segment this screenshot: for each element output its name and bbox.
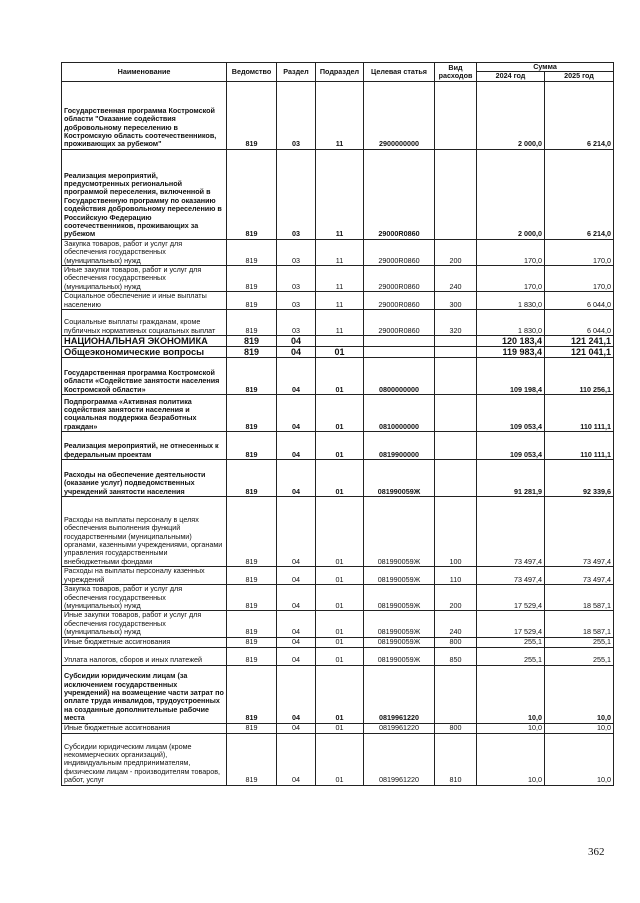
cell-2025: 255,1 bbox=[545, 647, 614, 665]
cell-2024: 170,0 bbox=[477, 266, 545, 292]
cell-name: Уплата налогов, сборов и иных платежей bbox=[62, 647, 227, 665]
cell-podrazdel: 01 bbox=[316, 395, 364, 432]
cell-razdel: 03 bbox=[277, 81, 316, 149]
cell-vedomstvo: 819 bbox=[227, 239, 277, 265]
cell-podrazdel: 11 bbox=[316, 239, 364, 265]
budget-table-container bbox=[61, 62, 613, 786]
cell-2024: 17 529,4 bbox=[477, 585, 545, 611]
cell-vid: 110 bbox=[435, 567, 477, 585]
cell-razdel: 04 bbox=[277, 647, 316, 665]
cell-razdel: 04 bbox=[277, 432, 316, 460]
cell-2024: 109 198,4 bbox=[477, 358, 545, 395]
cell-2024: 255,1 bbox=[477, 637, 545, 647]
cell-vedomstvo: 819 bbox=[227, 647, 277, 665]
cell-2024: 119 983,4 bbox=[477, 347, 545, 358]
cell-2025: 10,0 bbox=[545, 723, 614, 733]
cell-vid: 810 bbox=[435, 733, 477, 785]
cell-name: Иные закупки товаров, работ и услуг для обеспечения государственных (муниципальных) нужд bbox=[62, 611, 227, 637]
table-row bbox=[62, 149, 614, 239]
cell-vedomstvo: 819 bbox=[227, 358, 277, 395]
cell-vedomstvo: 819 bbox=[227, 347, 277, 358]
cell-podrazdel: 01 bbox=[316, 733, 364, 785]
cell-razdel: 04 bbox=[277, 733, 316, 785]
cell-vedomstvo: 819 bbox=[227, 310, 277, 336]
cell-razdel: 04 bbox=[277, 336, 316, 347]
cell-vedomstvo: 819 bbox=[227, 149, 277, 239]
header-podrazdel: Подраздел bbox=[316, 63, 364, 82]
cell-statya: 0819961220 bbox=[364, 665, 435, 723]
table-row bbox=[62, 585, 614, 611]
page-number: 362 bbox=[588, 846, 605, 858]
cell-name: Реализация мероприятий, предусмотренных региональной программой переселения, включенной в Государственную программу по оказанию содействия добровольному переселению в Российскую Федерацию соотечественников, проживающих за рубежом bbox=[62, 149, 227, 239]
cell-vid bbox=[435, 347, 477, 358]
table-row bbox=[62, 347, 614, 358]
cell-vedomstvo: 819 bbox=[227, 81, 277, 149]
cell-razdel: 03 bbox=[277, 310, 316, 336]
header-statya: Целевая статья bbox=[364, 63, 435, 82]
cell-name: Социальное обеспечение и иные выплаты населению bbox=[62, 292, 227, 310]
cell-2024: 10,0 bbox=[477, 733, 545, 785]
cell-podrazdel: 01 bbox=[316, 358, 364, 395]
cell-2025: 6 044,0 bbox=[545, 310, 614, 336]
cell-statya: 0819961220 bbox=[364, 733, 435, 785]
cell-statya bbox=[364, 336, 435, 347]
table-header bbox=[62, 63, 614, 82]
cell-razdel: 04 bbox=[277, 665, 316, 723]
cell-vid bbox=[435, 336, 477, 347]
cell-2024: 73 497,4 bbox=[477, 497, 545, 567]
header-name: Наименование bbox=[62, 63, 227, 82]
cell-razdel: 04 bbox=[277, 497, 316, 567]
cell-statya: 29000R0860 bbox=[364, 310, 435, 336]
cell-name: Государственная программа Костромской области "Оказание содействия добровольному переселению в Костромскую область соотечественников, проживающих за рубежом" bbox=[62, 81, 227, 149]
cell-statya: 081990059Ж bbox=[364, 611, 435, 637]
cell-statya: 081990059Ж bbox=[364, 460, 435, 497]
table-row bbox=[62, 497, 614, 567]
table-row bbox=[62, 637, 614, 647]
cell-name: Государственная программа Костромской области «Содействие занятости населения Костромской области» bbox=[62, 358, 227, 395]
cell-statya: 2900000000 bbox=[364, 81, 435, 149]
cell-name: Иные бюджетные ассигнования bbox=[62, 637, 227, 647]
cell-podrazdel: 01 bbox=[316, 567, 364, 585]
cell-2024: 10,0 bbox=[477, 723, 545, 733]
cell-2024: 91 281,9 bbox=[477, 460, 545, 497]
cell-podrazdel: 01 bbox=[316, 637, 364, 647]
cell-2024: 73 497,4 bbox=[477, 567, 545, 585]
cell-2024: 109 053,4 bbox=[477, 432, 545, 460]
cell-vid: 850 bbox=[435, 647, 477, 665]
cell-name: Субсидии юридическим лицам (кроме некоммерческих организаций), индивидуальным предпринимателям, физическим лицам - производителям товаров, работ, услуг bbox=[62, 733, 227, 785]
table-row bbox=[62, 266, 614, 292]
cell-vedomstvo: 819 bbox=[227, 336, 277, 347]
cell-2024: 1 830,0 bbox=[477, 310, 545, 336]
cell-name: Иные закупки товаров, работ и услуг для обеспечения государственных (муниципальных) нужд bbox=[62, 266, 227, 292]
cell-podrazdel: 11 bbox=[316, 81, 364, 149]
cell-vid: 240 bbox=[435, 611, 477, 637]
cell-name: Закупка товаров, работ и услуг для обеспечения государственных (муниципальных) нужд bbox=[62, 239, 227, 265]
cell-statya: 081990059Ж bbox=[364, 585, 435, 611]
header-vid: Вид расходов bbox=[435, 63, 477, 82]
cell-vedomstvo: 819 bbox=[227, 497, 277, 567]
table-row bbox=[62, 567, 614, 585]
cell-vedomstvo: 819 bbox=[227, 292, 277, 310]
header-vedomstvo: Ведомство bbox=[227, 63, 277, 82]
cell-vid: 240 bbox=[435, 266, 477, 292]
cell-vid bbox=[435, 432, 477, 460]
cell-razdel: 04 bbox=[277, 347, 316, 358]
cell-vid bbox=[435, 358, 477, 395]
cell-statya: 29000R0860 bbox=[364, 239, 435, 265]
cell-vid: 320 bbox=[435, 310, 477, 336]
cell-statya bbox=[364, 347, 435, 358]
cell-2025: 110 111,1 bbox=[545, 432, 614, 460]
cell-2024: 170,0 bbox=[477, 239, 545, 265]
cell-statya: 29000R0860 bbox=[364, 149, 435, 239]
cell-podrazdel: 01 bbox=[316, 497, 364, 567]
cell-vedomstvo: 819 bbox=[227, 665, 277, 723]
cell-statya: 081990059Ж bbox=[364, 647, 435, 665]
cell-2024: 109 053,4 bbox=[477, 395, 545, 432]
cell-razdel: 04 bbox=[277, 567, 316, 585]
cell-vedomstvo: 819 bbox=[227, 733, 277, 785]
cell-2024: 2 000,0 bbox=[477, 149, 545, 239]
table-row bbox=[62, 432, 614, 460]
cell-vedomstvo: 819 bbox=[227, 460, 277, 497]
cell-2025: 6 214,0 bbox=[545, 149, 614, 239]
cell-name: Реализация мероприятий, не отнесенных к федеральным проектам bbox=[62, 432, 227, 460]
cell-name: Социальные выплаты гражданам, кроме публичных нормативных социальных выплат bbox=[62, 310, 227, 336]
cell-name: Подпрограмма «Активная политика содействия занятости населения и социальная поддержка безработных граждан» bbox=[62, 395, 227, 432]
cell-vedomstvo: 819 bbox=[227, 432, 277, 460]
cell-2025: 255,1 bbox=[545, 637, 614, 647]
cell-statya: 081990059Ж bbox=[364, 567, 435, 585]
cell-vid bbox=[435, 149, 477, 239]
cell-podrazdel: 01 bbox=[316, 665, 364, 723]
cell-2024: 1 830,0 bbox=[477, 292, 545, 310]
cell-vedomstvo: 819 bbox=[227, 637, 277, 647]
cell-podrazdel: 01 bbox=[316, 647, 364, 665]
cell-2024: 2 000,0 bbox=[477, 81, 545, 149]
cell-vedomstvo: 819 bbox=[227, 395, 277, 432]
cell-2025: 73 497,4 bbox=[545, 497, 614, 567]
cell-vedomstvo: 819 bbox=[227, 611, 277, 637]
table-row bbox=[62, 358, 614, 395]
cell-2024: 255,1 bbox=[477, 647, 545, 665]
cell-2025: 121 241,1 bbox=[545, 336, 614, 347]
cell-vedomstvo: 819 bbox=[227, 723, 277, 733]
cell-name: Субсидии юридическим лицам (за исключением государственных учреждений) на возмещение части затрат по оплате труда инвалидов, трудоустроенных на созданные дополнительные рабочие места bbox=[62, 665, 227, 723]
cell-statya: 0819961220 bbox=[364, 723, 435, 733]
budget-table bbox=[61, 62, 614, 786]
cell-razdel: 04 bbox=[277, 637, 316, 647]
cell-razdel: 04 bbox=[277, 395, 316, 432]
cell-vid: 300 bbox=[435, 292, 477, 310]
header-summa: Сумма bbox=[477, 63, 614, 72]
header-razdel: Раздел bbox=[277, 63, 316, 82]
cell-statya: 081990059Ж bbox=[364, 497, 435, 567]
cell-2025: 110 111,1 bbox=[545, 395, 614, 432]
cell-vid: 200 bbox=[435, 585, 477, 611]
cell-statya: 29000R0860 bbox=[364, 292, 435, 310]
table-row bbox=[62, 647, 614, 665]
cell-2025: 73 497,4 bbox=[545, 567, 614, 585]
table-row bbox=[62, 81, 614, 149]
table-row bbox=[62, 460, 614, 497]
cell-2025: 10,0 bbox=[545, 733, 614, 785]
cell-statya: 29000R0860 bbox=[364, 266, 435, 292]
cell-vedomstvo: 819 bbox=[227, 567, 277, 585]
cell-vid bbox=[435, 395, 477, 432]
cell-podrazdel: 11 bbox=[316, 292, 364, 310]
cell-vedomstvo: 819 bbox=[227, 585, 277, 611]
cell-2025: 92 339,6 bbox=[545, 460, 614, 497]
table-row bbox=[62, 310, 614, 336]
cell-razdel: 03 bbox=[277, 239, 316, 265]
cell-2025: 6 214,0 bbox=[545, 81, 614, 149]
cell-razdel: 04 bbox=[277, 358, 316, 395]
table-row bbox=[62, 292, 614, 310]
table-row bbox=[62, 733, 614, 785]
cell-2024: 120 183,4 bbox=[477, 336, 545, 347]
cell-podrazdel: 11 bbox=[316, 266, 364, 292]
cell-name: Закупка товаров, работ и услуг для обеспечения государственных (муниципальных) нужд bbox=[62, 585, 227, 611]
cell-razdel: 03 bbox=[277, 149, 316, 239]
cell-2025: 10,0 bbox=[545, 665, 614, 723]
cell-podrazdel: 01 bbox=[316, 347, 364, 358]
cell-vedomstvo: 819 bbox=[227, 266, 277, 292]
cell-statya: 0800000000 bbox=[364, 358, 435, 395]
cell-statya: 081990059Ж bbox=[364, 637, 435, 647]
cell-2025: 18 587,1 bbox=[545, 611, 614, 637]
cell-2025: 170,0 bbox=[545, 239, 614, 265]
table-row bbox=[62, 395, 614, 432]
cell-podrazdel bbox=[316, 336, 364, 347]
cell-name: Иные бюджетные ассигнования bbox=[62, 723, 227, 733]
cell-razdel: 04 bbox=[277, 460, 316, 497]
cell-vid: 100 bbox=[435, 497, 477, 567]
cell-vid: 800 bbox=[435, 637, 477, 647]
cell-vid bbox=[435, 665, 477, 723]
cell-2025: 18 587,1 bbox=[545, 585, 614, 611]
cell-podrazdel: 01 bbox=[316, 723, 364, 733]
table-row bbox=[62, 665, 614, 723]
cell-2025: 110 256,1 bbox=[545, 358, 614, 395]
cell-vid: 800 bbox=[435, 723, 477, 733]
cell-razdel: 03 bbox=[277, 266, 316, 292]
cell-podrazdel: 11 bbox=[316, 149, 364, 239]
table-row bbox=[62, 611, 614, 637]
table-body bbox=[62, 81, 614, 785]
table-row bbox=[62, 336, 614, 347]
cell-podrazdel: 11 bbox=[316, 310, 364, 336]
cell-statya: 0819900000 bbox=[364, 432, 435, 460]
cell-razdel: 04 bbox=[277, 611, 316, 637]
cell-statya: 0810000000 bbox=[364, 395, 435, 432]
cell-razdel: 04 bbox=[277, 585, 316, 611]
cell-podrazdel: 01 bbox=[316, 585, 364, 611]
cell-name: Расходы на выплаты персоналу казенных учреждений bbox=[62, 567, 227, 585]
cell-razdel: 03 bbox=[277, 292, 316, 310]
cell-2025: 6 044,0 bbox=[545, 292, 614, 310]
cell-name: НАЦИОНАЛЬНАЯ ЭКОНОМИКА bbox=[62, 336, 227, 347]
cell-podrazdel: 01 bbox=[316, 432, 364, 460]
cell-podrazdel: 01 bbox=[316, 460, 364, 497]
cell-2024: 10,0 bbox=[477, 665, 545, 723]
cell-vid bbox=[435, 81, 477, 149]
cell-razdel: 04 bbox=[277, 723, 316, 733]
cell-2024: 17 529,4 bbox=[477, 611, 545, 637]
table-row bbox=[62, 239, 614, 265]
cell-2025: 170,0 bbox=[545, 266, 614, 292]
table-row bbox=[62, 723, 614, 733]
header-2024: 2024 год bbox=[477, 72, 545, 81]
header-2025: 2025 год bbox=[545, 72, 614, 81]
cell-podrazdel: 01 bbox=[316, 611, 364, 637]
cell-name: Расходы на выплаты персоналу в целях обеспечения выполнения функций государственными (муниципальными) органами, казенными учреждениями, органами управления государственными внебюджетными фондами bbox=[62, 497, 227, 567]
cell-name: Общеэкономические вопросы bbox=[62, 347, 227, 358]
cell-2025: 121 041,1 bbox=[545, 347, 614, 358]
cell-name: Расходы на обеспечение деятельности (оказание услуг) подведомственных учреждений занятости населения bbox=[62, 460, 227, 497]
cell-vid bbox=[435, 460, 477, 497]
cell-vid: 200 bbox=[435, 239, 477, 265]
